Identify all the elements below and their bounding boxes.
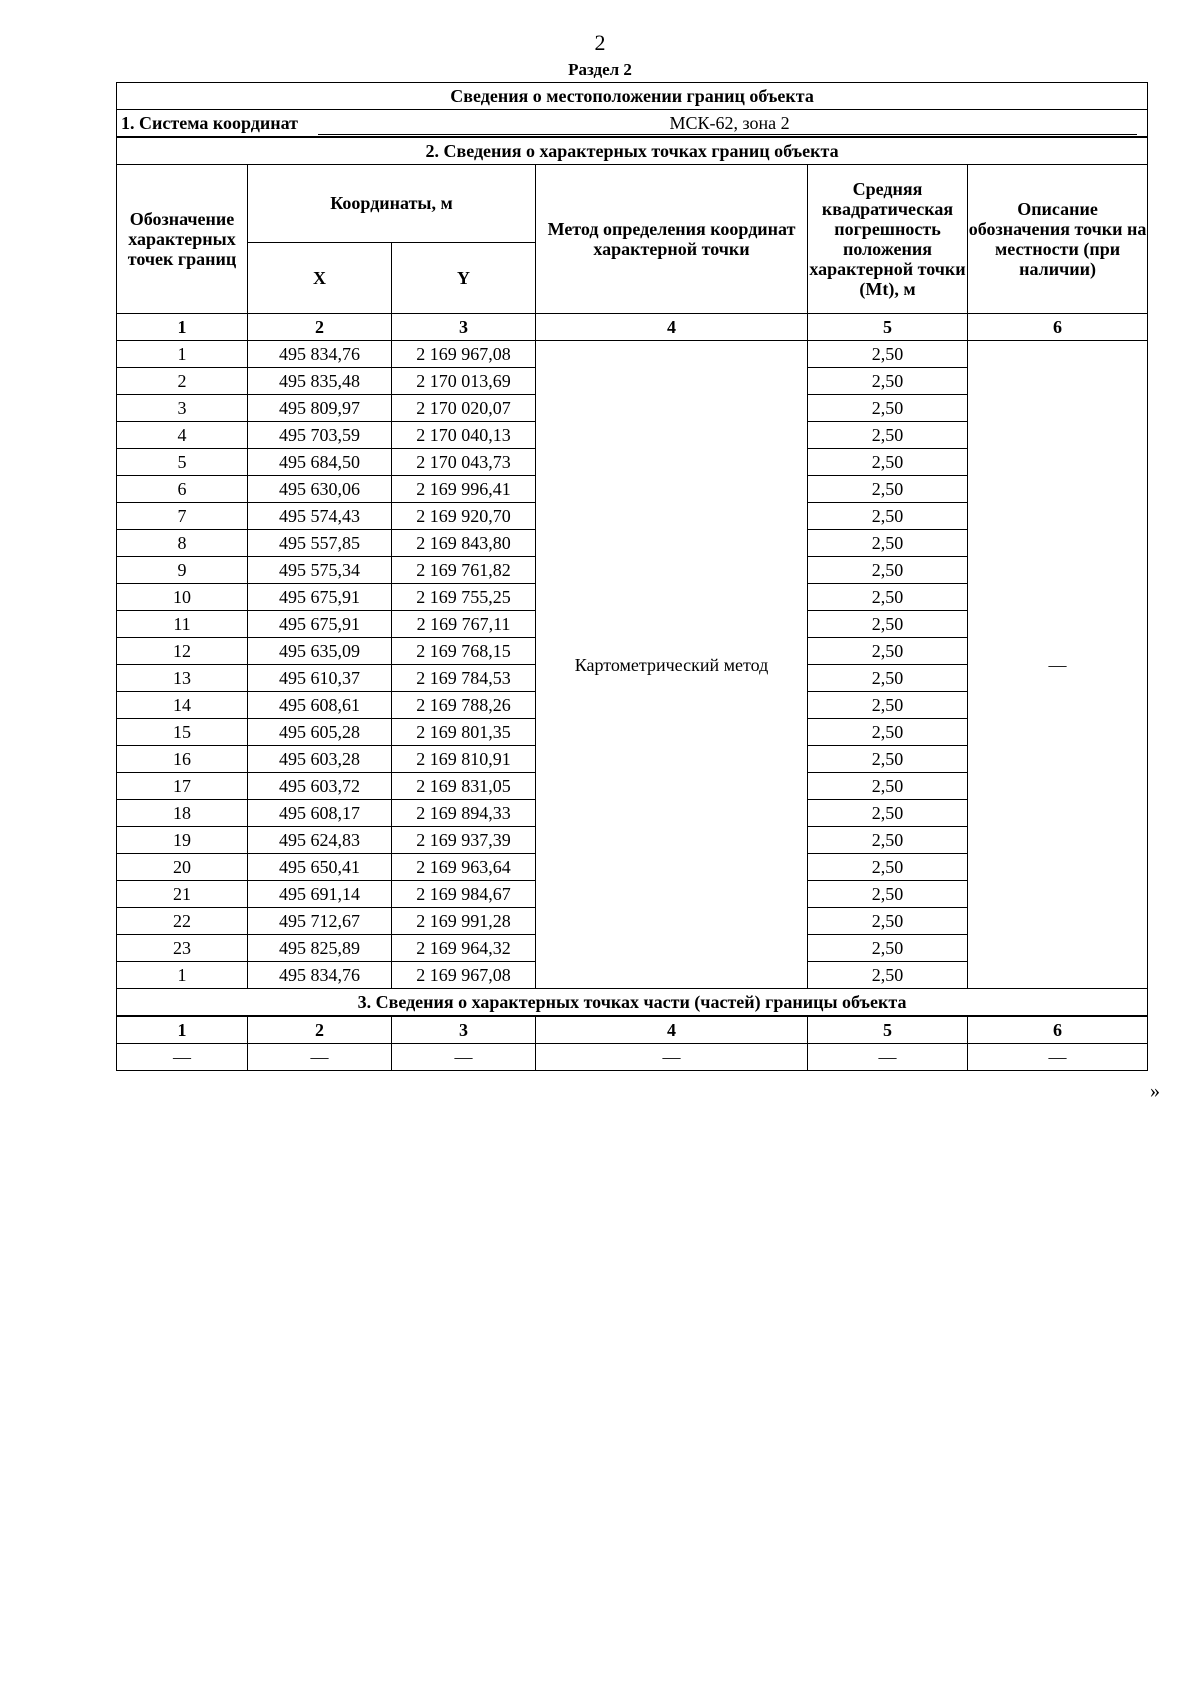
parts-cell: — <box>536 1044 808 1071</box>
point-mt: 2,50 <box>808 746 968 773</box>
column-number: 2 <box>248 314 392 341</box>
column-number: 4 <box>536 1016 808 1044</box>
point-x: 495 684,50 <box>248 449 392 476</box>
table-title: Сведения о местоположении границ объекта <box>117 83 1148 110</box>
method-cell: Картометрический метод <box>536 341 808 989</box>
section-title: Раздел 2 <box>568 60 632 79</box>
parts-cell: — <box>968 1044 1148 1071</box>
parts-section-title: 3. Сведения о характерных точках части (частей) границы объекта <box>117 989 1148 1017</box>
point-number: 18 <box>117 800 248 827</box>
point-x: 495 575,34 <box>248 557 392 584</box>
point-x: 495 703,59 <box>248 422 392 449</box>
point-mt: 2,50 <box>808 854 968 881</box>
point-number: 12 <box>117 638 248 665</box>
point-number: 2 <box>117 368 248 395</box>
column-number: 5 <box>808 1016 968 1044</box>
point-y: 2 170 040,13 <box>392 422 536 449</box>
point-x: 495 605,28 <box>248 719 392 746</box>
point-x: 495 610,37 <box>248 665 392 692</box>
column-number: 2 <box>248 1016 392 1044</box>
point-y: 2 170 020,07 <box>392 395 536 422</box>
point-y: 2 169 937,39 <box>392 827 536 854</box>
point-mt: 2,50 <box>808 476 968 503</box>
point-mt: 2,50 <box>808 665 968 692</box>
point-x: 495 603,72 <box>248 773 392 800</box>
point-y: 2 169 843,80 <box>392 530 536 557</box>
point-x: 495 630,06 <box>248 476 392 503</box>
point-mt: 2,50 <box>808 584 968 611</box>
point-y: 2 169 831,05 <box>392 773 536 800</box>
point-y: 2 169 784,53 <box>392 665 536 692</box>
point-number: 22 <box>117 908 248 935</box>
point-number: 16 <box>117 746 248 773</box>
point-number: 14 <box>117 692 248 719</box>
point-y: 2 170 043,73 <box>392 449 536 476</box>
parts-cell: — <box>392 1044 536 1071</box>
header-error: Средняя квадратическая погрешность положения характерной точки (Mt), м <box>808 165 968 314</box>
point-y: 2 169 984,67 <box>392 881 536 908</box>
column-number: 1 <box>117 1016 248 1044</box>
coord-system-value: МСК-62, зона 2 <box>318 112 1137 135</box>
point-x: 495 574,43 <box>248 503 392 530</box>
point-mt: 2,50 <box>808 395 968 422</box>
column-number: 6 <box>968 1016 1148 1044</box>
point-number: 17 <box>117 773 248 800</box>
point-mt: 2,50 <box>808 503 968 530</box>
point-x: 495 835,48 <box>248 368 392 395</box>
point-mt: 2,50 <box>808 881 968 908</box>
point-x: 495 608,61 <box>248 692 392 719</box>
point-number: 4 <box>117 422 248 449</box>
point-x: 495 608,17 <box>248 800 392 827</box>
point-y: 2 169 755,25 <box>392 584 536 611</box>
column-number: 5 <box>808 314 968 341</box>
point-number: 1 <box>117 341 248 368</box>
description-cell: — <box>968 341 1148 989</box>
point-y: 2 169 967,08 <box>392 341 536 368</box>
point-number: 3 <box>117 395 248 422</box>
point-number: 23 <box>117 935 248 962</box>
point-x: 495 675,91 <box>248 611 392 638</box>
point-y: 2 169 996,41 <box>392 476 536 503</box>
point-x: 495 557,85 <box>248 530 392 557</box>
point-y: 2 170 013,69 <box>392 368 536 395</box>
point-number: 8 <box>117 530 248 557</box>
point-y: 2 169 963,64 <box>392 854 536 881</box>
point-number: 9 <box>117 557 248 584</box>
point-mt: 2,50 <box>808 719 968 746</box>
coord-system-row <box>117 110 1148 138</box>
point-y: 2 169 991,28 <box>392 908 536 935</box>
point-y: 2 169 767,11 <box>392 611 536 638</box>
point-number: 20 <box>117 854 248 881</box>
point-mt: 2,50 <box>808 638 968 665</box>
point-mt: 2,50 <box>808 449 968 476</box>
point-mt: 2,50 <box>808 773 968 800</box>
point-x: 495 712,67 <box>248 908 392 935</box>
point-number: 10 <box>117 584 248 611</box>
coord-system-label: 1. Система координат <box>121 113 298 133</box>
parts-cell: — <box>808 1044 968 1071</box>
table-row <box>117 341 1148 368</box>
header-y: Y <box>392 242 536 313</box>
point-y: 2 169 761,82 <box>392 557 536 584</box>
point-number: 13 <box>117 665 248 692</box>
column-number: 6 <box>968 314 1148 341</box>
point-mt: 2,50 <box>808 422 968 449</box>
point-x: 495 691,14 <box>248 881 392 908</box>
point-number: 1 <box>117 962 248 989</box>
point-mt: 2,50 <box>808 800 968 827</box>
closing-quote: » <box>1150 1080 1160 1102</box>
column-number: 3 <box>392 314 536 341</box>
point-mt: 2,50 <box>808 935 968 962</box>
point-number: 5 <box>117 449 248 476</box>
column-number: 4 <box>536 314 808 341</box>
point-number: 21 <box>117 881 248 908</box>
point-y: 2 169 810,91 <box>392 746 536 773</box>
point-number: 15 <box>117 719 248 746</box>
points-section-title: 2. Сведения о характерных точках границ объекта <box>117 137 1148 165</box>
point-x: 495 834,76 <box>248 962 392 989</box>
point-y: 2 169 768,15 <box>392 638 536 665</box>
point-x: 495 834,76 <box>248 341 392 368</box>
point-mt: 2,50 <box>808 827 968 854</box>
header-description: Описание обозначения точки на местности (при наличии) <box>968 165 1148 314</box>
parts-row <box>117 1044 1148 1071</box>
point-x: 495 825,89 <box>248 935 392 962</box>
point-mt: 2,50 <box>808 962 968 989</box>
parts-cell: — <box>117 1044 248 1071</box>
point-mt: 2,50 <box>808 611 968 638</box>
point-mt: 2,50 <box>808 341 968 368</box>
header-coords: Координаты, м <box>248 165 536 243</box>
point-number: 6 <box>117 476 248 503</box>
parts-cell: — <box>248 1044 392 1071</box>
point-y: 2 169 801,35 <box>392 719 536 746</box>
page-number: 2 <box>594 30 606 55</box>
point-mt: 2,50 <box>808 692 968 719</box>
boundary-table <box>116 82 1148 1071</box>
point-number: 7 <box>117 503 248 530</box>
header-point: Обозначение характерных точек границ <box>117 165 248 314</box>
point-x: 495 675,91 <box>248 584 392 611</box>
column-number: 1 <box>117 314 248 341</box>
point-y: 2 169 967,08 <box>392 962 536 989</box>
point-mt: 2,50 <box>808 908 968 935</box>
point-number: 11 <box>117 611 248 638</box>
point-x: 495 603,28 <box>248 746 392 773</box>
point-y: 2 169 894,33 <box>392 800 536 827</box>
point-y: 2 169 920,70 <box>392 503 536 530</box>
column-number: 3 <box>392 1016 536 1044</box>
point-mt: 2,50 <box>808 530 968 557</box>
point-number: 19 <box>117 827 248 854</box>
point-x: 495 650,41 <box>248 854 392 881</box>
point-x: 495 624,83 <box>248 827 392 854</box>
header-method: Метод определения координат характерной точки <box>536 165 808 314</box>
point-x: 495 635,09 <box>248 638 392 665</box>
point-x: 495 809,97 <box>248 395 392 422</box>
point-y: 2 169 788,26 <box>392 692 536 719</box>
point-mt: 2,50 <box>808 557 968 584</box>
header-x: X <box>248 242 392 313</box>
point-y: 2 169 964,32 <box>392 935 536 962</box>
point-mt: 2,50 <box>808 368 968 395</box>
